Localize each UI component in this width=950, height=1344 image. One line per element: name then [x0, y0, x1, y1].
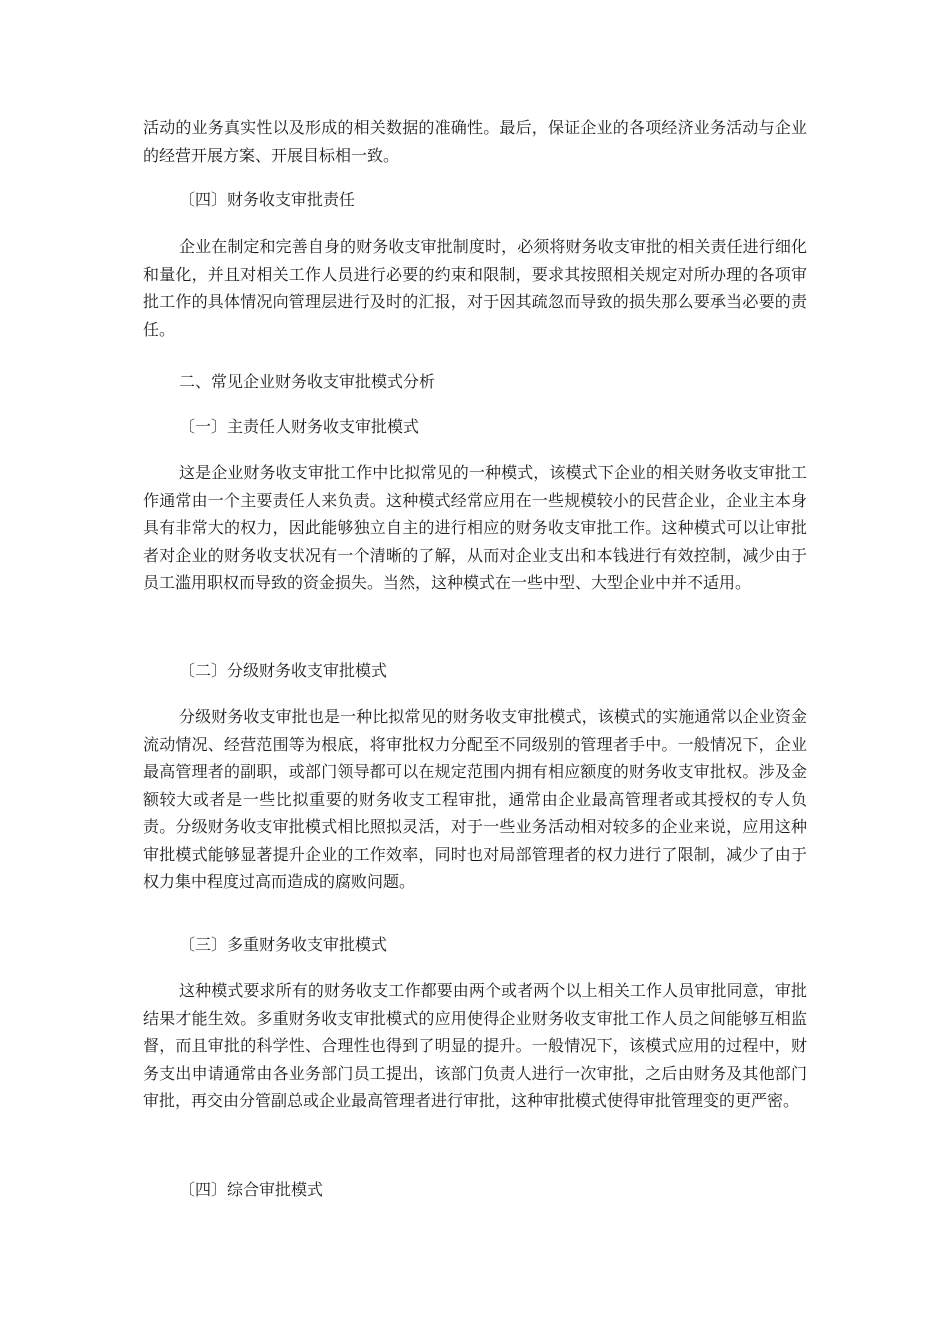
- responsibility-paragraph: 企业在制定和完善自身的财务收支审批制度时，必须将财务收支审批的相关责任进行细化和量化，并且对相关工作人员进行必要的约束和限制，要求其按照相关规定对所办理的各项审批工作的具体情况向管理层进行及时的汇报，对于因其疏忽而导致的损失那么要承当必要的责任。: [143, 237, 807, 339]
- section-two-heading: 二、常见企业财务收支审批模式分析: [179, 372, 436, 391]
- graded-paragraph: 分级财务收支审批也是一种比拟常见的财务收支审批模式，该模式的实施通常以企业资金流动情况、经营范围等为根底，将审批权力分配至不同级别的管理者手中。一般情况下，企业最高管理者的副职，或部门领导都可以在规定范围内拥有相应额度的财务收支审批权。涉及金额较大或者是一些比拟重要的财务收支工程审批，通常由企业最高管理者或其授权的专人负责。分级财务收支审批模式相比照拟灵活，对于一些业务活动相对较多的企业来说，应用这种审批模式能够显著提升企业的工作效率，同时也对局部管理者的权力进行了限制，减少了由于权力集中程度过高而造成的腐败问题。: [143, 707, 807, 891]
- heading-four-approval-responsibility: 〔四〕财务收支审批责任: [179, 190, 356, 209]
- multiple-paragraph: 这种模式要求所有的财务收支工作都要由两个或者两个以上相关工作人员审批同意，审批结果才能生效。多重财务收支审批模式的应用使得企业财务收支审批工作人员之间能够互相监督，而且审批的科学性、合理性也得到了明显的提升。一般情况下，该模式应用的过程中，财务支出申请通常由各业务部门员工提出，该部门负责人进行一次审批，之后由财务及其他部门审批，再交由分管副总或企业最高管理者进行审批，这种审批模式使得审批管理变的更严密。: [143, 981, 807, 1110]
- heading-three-multiple: 〔三〕多重财务收支审批模式: [179, 935, 388, 954]
- continuation-paragraph: 活动的业务真实性以及形成的相关数据的准确性。最后，保证企业的各项经济业务活动与企业的经营开展方案、开展目标相一致。: [143, 118, 807, 165]
- main-responsible-paragraph: 这是企业财务收支审批工作中比拟常见的一种模式，该模式下企业的相关财务收支审批工作通常由一个主要责任人来负责。这种模式经常应用在一些规模较小的民营企业，企业主本身具有非常大的权力，因此能够独立自主的进行相应的财务收支审批工作。这种模式可以让审批者对企业的财务收支状况有一个清晰的了解，从而对企业支出和本钱进行有效控制，减少由于员工滥用职权而导致的资金损失。当然，这种模式在一些中型、大型企业中并不适用。: [143, 463, 807, 592]
- heading-one-main-responsible: 〔一〕主责任人财务收支审批模式: [179, 417, 420, 436]
- heading-two-graded: 〔二〕分级财务收支审批模式: [179, 661, 388, 680]
- heading-four-comprehensive: 〔四〕综合审批模式: [179, 1180, 324, 1199]
